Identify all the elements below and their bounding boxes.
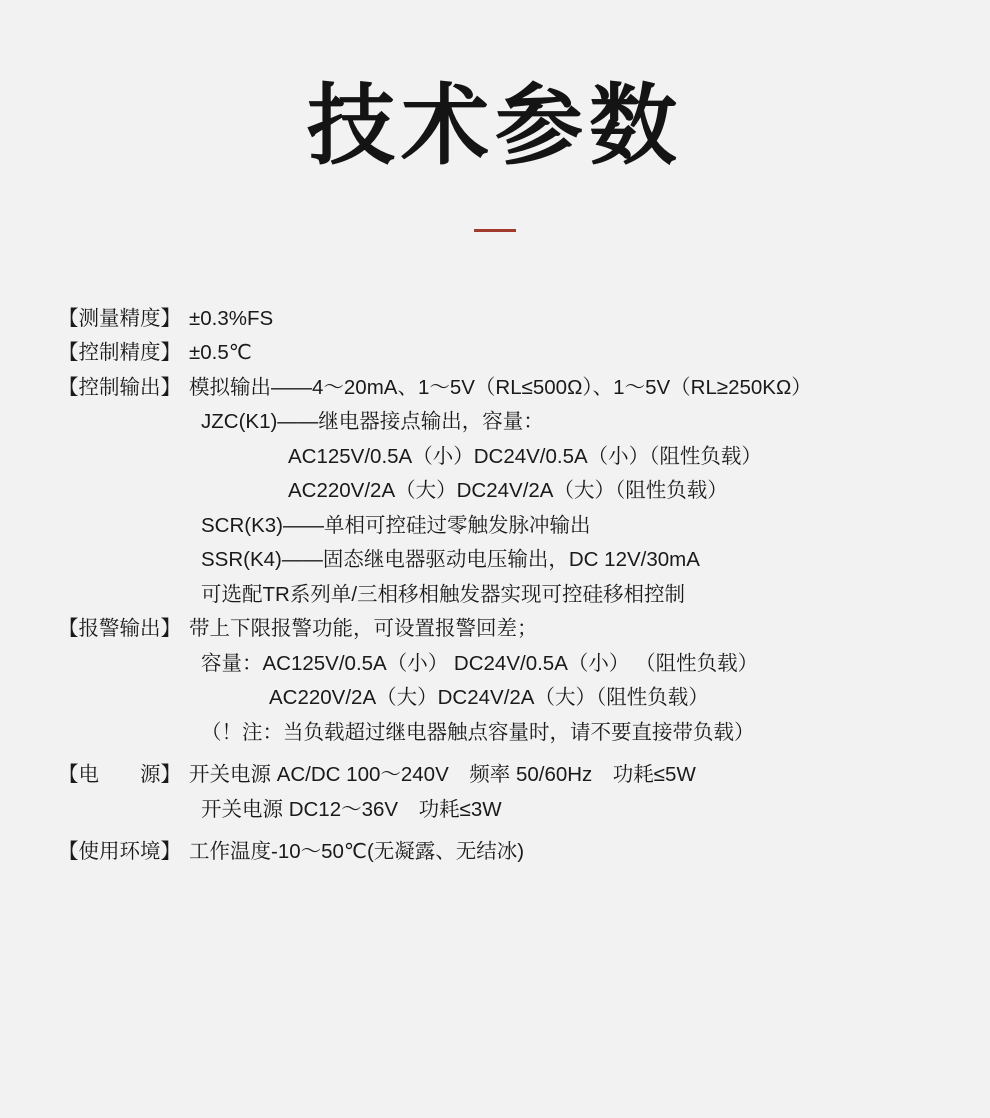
spec-detail-line: AC220V/2A（大）DC24V/2A（大）（阻性负载）	[269, 686, 709, 710]
spec-row-alarm-output	[58, 619, 970, 640]
spec-row-operating-environment	[58, 842, 970, 863]
spec-detail-line: JZC(K1)——继电器接点输出，容量：	[201, 410, 544, 434]
spec-detail-line: AC125V/0.5A（小）DC24V/0.5A（小）（阻性负载）	[288, 444, 762, 468]
spec-row-measurement-accuracy	[58, 306, 970, 330]
spec-label: 【使用环境】	[58, 840, 181, 864]
spec-label: 【控制输出】	[58, 375, 181, 399]
spec-detail-line: AC220V/2A（大）DC24V/2A（大）（阻性负载）	[288, 479, 728, 503]
page-title: 技术参数	[306, 74, 683, 177]
spec-label: 【报警输出】	[58, 617, 181, 641]
spec-value: ±0.5℃	[189, 341, 252, 365]
specification-list	[0, 306, 990, 864]
spec-value: ±0.3%FS	[189, 306, 274, 330]
spec-detail-line: 可选配TR系列单/三相移相触发器实现可控硅移相控制	[201, 582, 686, 606]
spec-value: 工作温度-10～50℃(无凝露、无结冰)	[189, 840, 525, 864]
spec-detail-line: 开关电源 DC12～36V 功耗≤3W	[201, 797, 502, 821]
spec-detail-line: 容量：AC125V/0.5A（小） DC24V/0.5A（小） （阻性负载）	[201, 651, 759, 675]
spec-label: 【控制精度】	[58, 341, 181, 365]
spec-row-control-accuracy	[58, 343, 970, 364]
spec-detail-line: SCR(K3)——单相可控硅过零触发脉冲输出	[201, 513, 591, 537]
title-divider-wrapper	[0, 219, 990, 237]
spec-value: 带上下限报警功能，可设置报警回差；	[189, 617, 538, 641]
spec-value: 开关电源 AC/DC 100～240V 频率 50/60Hz 功耗≤5W	[189, 763, 696, 787]
spec-detail-line: （！注：当负载超过继电器触点容量时，请不要直接带负载）	[201, 720, 755, 744]
spec-detail-line: SSR(K4)——固态继电器驱动电压输出，DC 12V/30mA	[201, 548, 700, 572]
spec-label: 【测量精度】	[58, 306, 181, 330]
spec-label: 【电 源】	[58, 763, 181, 787]
divider-line	[474, 229, 516, 232]
spec-row-power-supply	[58, 765, 970, 786]
spec-value: 模拟输出——4～20mA、1～5V（RL≤500Ω）、1～5V（RL≥250KΩ）	[189, 375, 812, 399]
spec-row-control-output	[58, 375, 970, 399]
